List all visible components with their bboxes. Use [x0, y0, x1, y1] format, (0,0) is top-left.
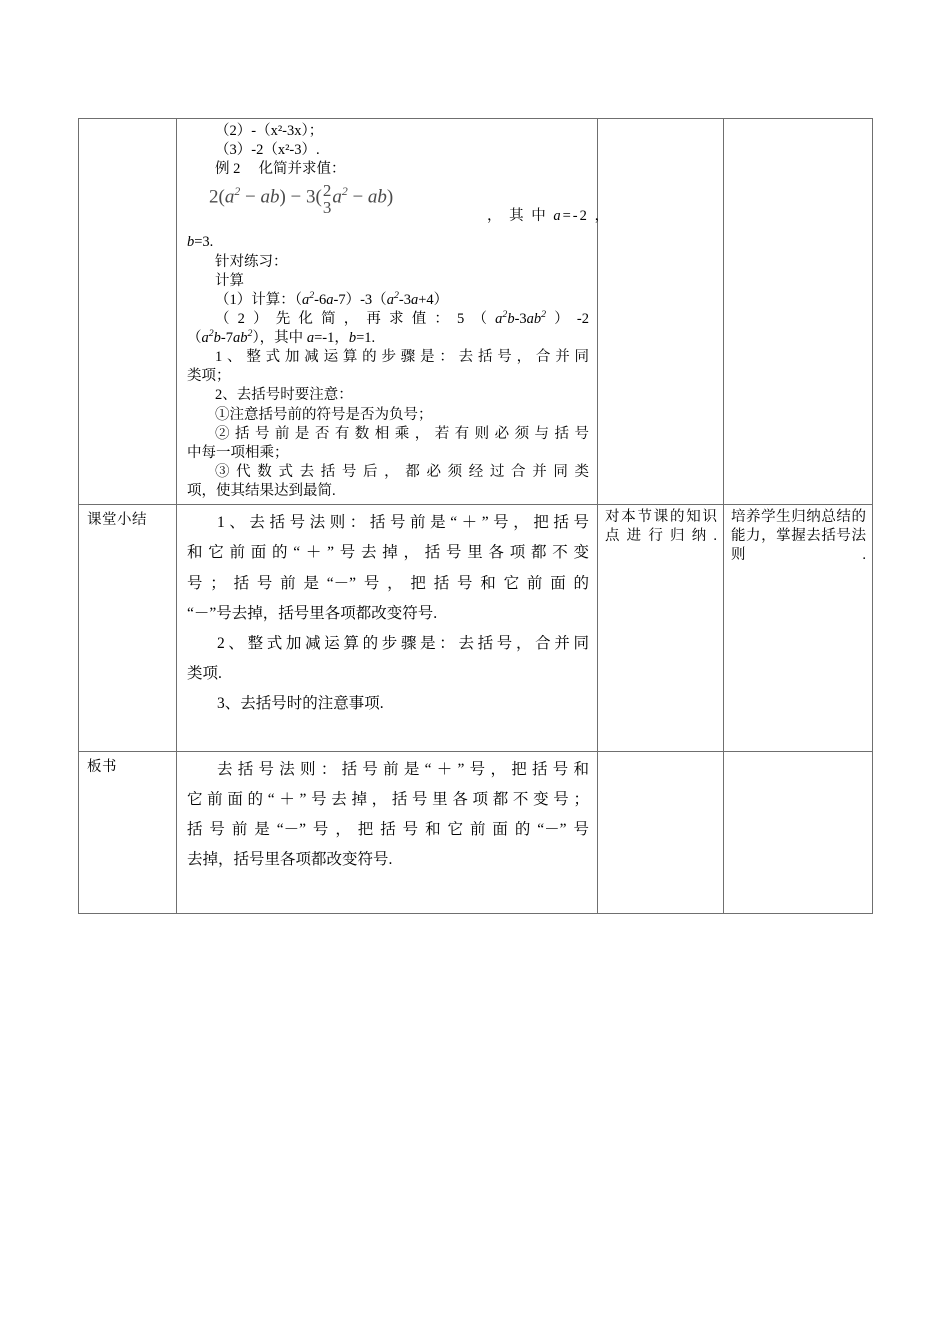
summary-method-cell: [598, 505, 724, 752]
note-2-item-b-line2: 中每一项相乘；: [187, 444, 289, 461]
practice-item-2-line2: $(a^2b-7ab^2)$，其中 a=-1，b=1.: [187, 328, 376, 346]
blackboard-line3: 括号前是“－”号，把括号和它前面的“－”号: [187, 821, 589, 839]
compute-heading: 计算: [215, 272, 244, 289]
summary-item1-line1: 1、去括号法则：括号前是“＋”号，把括号: [217, 514, 589, 532]
example1-item2: （2）-（x²-3x）；: [215, 123, 324, 139]
teaching-goal-cell: [724, 119, 873, 505]
note-2-heading: 2、去括号时要注意：: [215, 387, 353, 404]
blackboard-method-cell: [598, 751, 724, 913]
summary-method-text: 对本节课的知识点进行归纳.: [605, 509, 717, 545]
table-row-summary: [79, 505, 873, 752]
example2-formula-block: [187, 181, 612, 233]
summary-item2-line2: 类项.: [187, 665, 222, 683]
example1-item3: （3）-2（x²-3）.: [215, 142, 320, 159]
blackboard-line2: 它前面的“＋”号去掉，括号里各项都不变号；: [187, 790, 589, 808]
example2-heading: 例 2 化简并求值：: [215, 161, 346, 178]
lesson-plan-table: [78, 118, 873, 914]
note-2-item-a: ①注意括号前的符号是否为负号；: [215, 406, 433, 423]
summary-content-cell: [177, 505, 598, 752]
teaching-content-cell: [177, 119, 612, 505]
summary-item2-line1: 2、整式加减运算的步骤是：去括号，合并同: [217, 635, 589, 652]
blackboard-goal-cell: [724, 751, 873, 913]
blackboard-line4: 去掉，括号里各项都改变符号.: [187, 851, 393, 869]
table-row-teaching: [79, 119, 873, 505]
row-label-teaching: [79, 119, 177, 505]
row-label-blackboard: 板书: [79, 751, 177, 913]
blackboard-content-cell: [177, 751, 598, 913]
practice-item-1: （1）计算：$(a^2-6a-7)-3(a^2-3a+4)$: [215, 289, 449, 308]
example2-formula: $2(a^2 - ab) - 3$( 2 3 $a^2 - ab$): [209, 181, 394, 218]
summary-goal-text: 培养学生归纳总结的能力，掌握去括号法则.: [731, 509, 866, 564]
summary-spacer: [187, 720, 589, 748]
example2-condition: ， 其 中 a=-2 ，: [487, 208, 612, 225]
practice-item-2-line1: （2）先化简，再求值：$5(a^2b-3ab^2)-2$: [215, 309, 589, 327]
note-1-line2: 类项；: [187, 368, 231, 385]
row-label-summary: 课堂小结: [79, 505, 177, 752]
summary-item3: 3、去括号时的注意事项.: [217, 695, 384, 713]
teaching-method-cell: [598, 119, 724, 505]
blackboard-spacer: [187, 876, 589, 910]
note-2-item-c-line2: 项，使其结果达到最简.: [187, 483, 336, 499]
note-1-line1: 1、整式加减运算的步骤是：去括号，合并同: [215, 349, 589, 366]
summary-item1-line2: 和它前面的“＋”号去掉，括号里各项都不变: [187, 544, 589, 562]
example2-b-value: b=3.: [187, 234, 214, 251]
summary-goal-cell: [724, 505, 873, 752]
note-2-item-c-line1: ③代数式去括号后，都必须经过合并同类: [215, 463, 589, 480]
fraction-two-thirds: 2 3: [322, 181, 332, 218]
blackboard-line1: 去括号法则：括号前是“＋”号，把括号和: [217, 760, 589, 778]
summary-item1-line4: “－”号去掉，括号里各项都改变符号.: [187, 604, 438, 622]
summary-item1-line3: 号；括号前是“－”号，把括号和它前面的: [187, 574, 589, 592]
note-2-item-b-line1: ②括号前是否有数相乘，若有则必须与括号: [215, 425, 589, 442]
practice-heading: 针对练习：: [215, 253, 288, 270]
table-row-blackboard: [79, 751, 873, 913]
